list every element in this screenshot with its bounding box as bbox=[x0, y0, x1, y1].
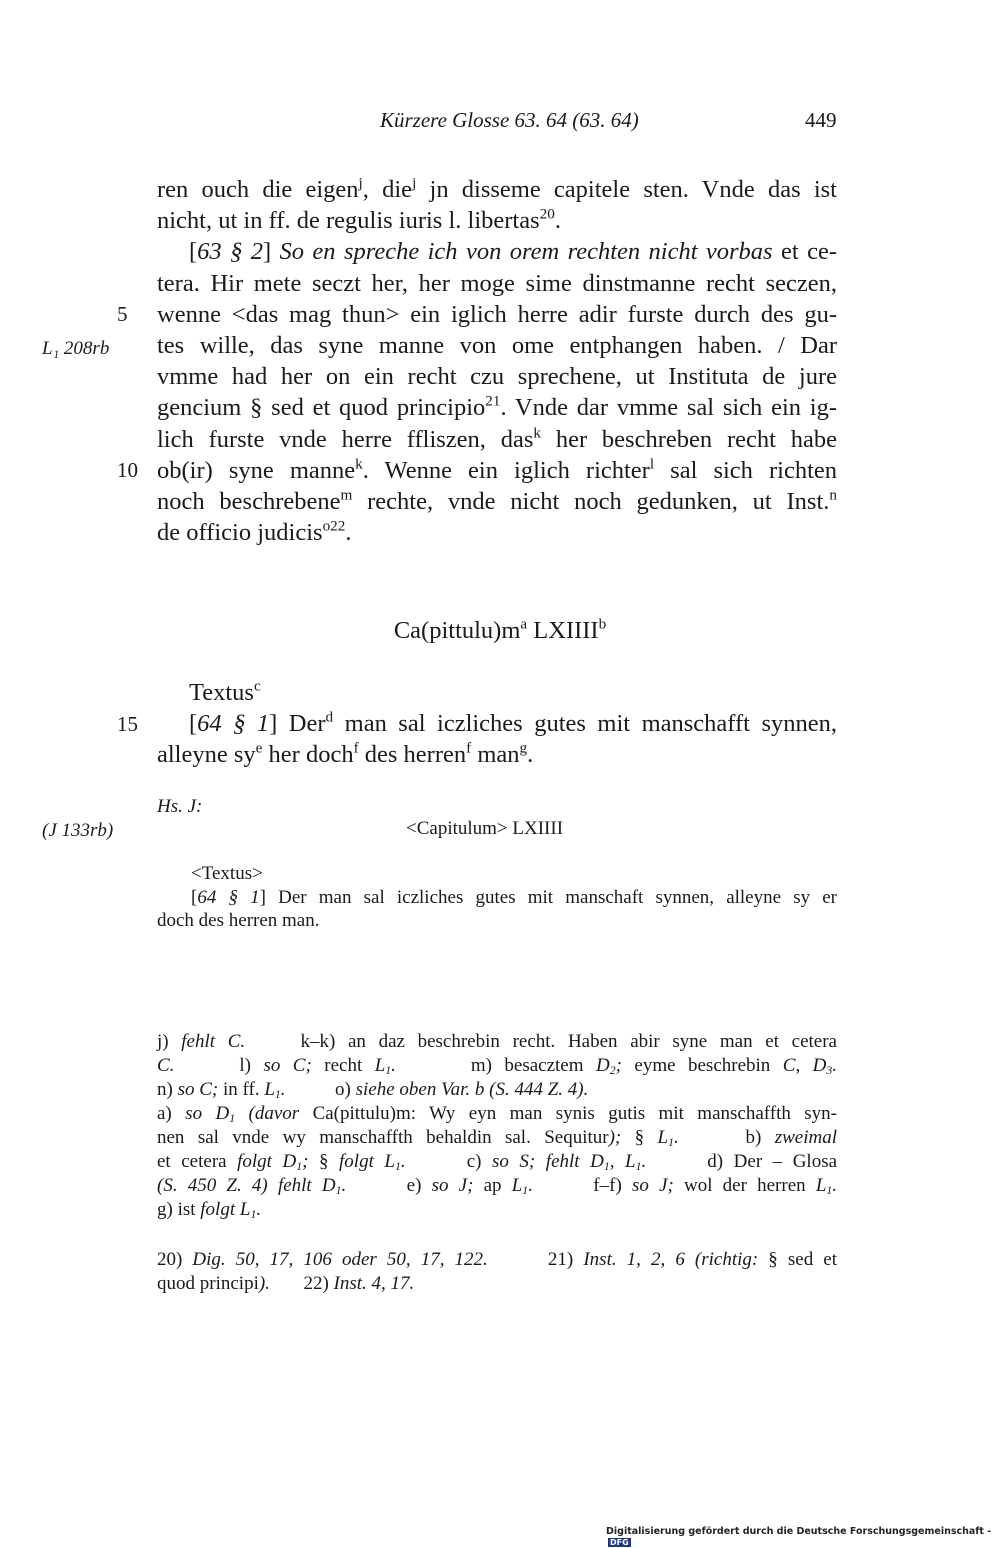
note-line: nen sal vnde wy manschaffth behaldin sal. Sequitur); § $L_1$. b) zweimal bbox=[157, 1127, 838, 1149]
line-number: 5 bbox=[117, 302, 128, 326]
text-line: [64 § 1] Der man sal iczliches gutes mit manschaft synnen, alleyne sy er bbox=[191, 886, 838, 908]
text-line: [63 § 2] So en spreche ich von orem rechten nicht vorbas et ce- bbox=[189, 238, 837, 266]
text-line: ob(ir) syne manne$^k$. Wenne ein iglich richter$^l$ sal sich richten bbox=[157, 455, 838, 484]
source-notes bbox=[157, 1248, 837, 1296]
note-line: n) so C; in ff. $L_1$. o) siehe oben Var. b (S. 444 Z. 4). bbox=[157, 1079, 589, 1101]
note-line: (S. 450 Z. 4) fehlt $D_1$. e) so J; ap $L_1$. f–f) so J; wol der herren $L_1$. bbox=[157, 1175, 838, 1197]
margin-note: (J 133rb) bbox=[42, 820, 114, 841]
text-line: gencium § sed et quod principio$^{21}$. Vnde dar vmme sal sich ein ig- bbox=[157, 392, 837, 422]
running-title: Kürzere Glosse 63. 64 (63. 64) bbox=[380, 108, 639, 132]
chapter-heading: $Ca(pittulu)m^a$ LXIIII$^b$ bbox=[393, 615, 607, 644]
textus-heading: Textus$^c$ bbox=[189, 677, 261, 706]
dfg-logo: DFG bbox=[610, 1538, 629, 1547]
text-line: wenne <das mag thun> ein iglich herre adir furste durch des gu- bbox=[157, 300, 837, 328]
funding-footer: Digitalisierung gefördert durch die Deutsche Forschungsgemeinschaft -DFG bbox=[606, 1526, 992, 1547]
text-line: nicht, ut in ff. de regulis iuris l. libertas$^{20}$. bbox=[157, 205, 561, 235]
line-number: 15 bbox=[117, 712, 138, 736]
text-line: doch des herren man. bbox=[157, 910, 320, 931]
note-line: et cetera folgt $D_1$; § folgt $L_1$. c) so S; fehlt $D_1$, $L_1$. d) Der – Glosa bbox=[157, 1151, 838, 1173]
text-line: [64 § 1] Der$^d$ man sal iczliches gutes mit manschafft synnen, bbox=[189, 708, 838, 738]
note-line: j) fehlt C. k–k) an daz beschrebin recht. Haben abir syne man et cetera bbox=[157, 1031, 837, 1052]
text-line: de officio judicis$^{o22}$. bbox=[157, 517, 352, 547]
note-line: C. l) so C; recht $L_1$. m) besacztem $D_2$; eyme beschrebin C, $D_3$. bbox=[157, 1055, 838, 1077]
manuscript-textus: <Textus> bbox=[191, 863, 263, 884]
manuscript-label: Hs. J: bbox=[157, 796, 203, 817]
page-number: 449 bbox=[805, 108, 837, 132]
text-line: noch beschrebene$^m$ rechte, vnde nicht noch gedunken, ut Inst.$^n$ bbox=[157, 486, 837, 515]
text-line: vmme had her on ein recht czu sprechene, ut Instituta de jure bbox=[157, 363, 837, 391]
text-line: tera. Hir mete seczt her, her moge sime dinstmanne recht seczen, bbox=[157, 269, 837, 297]
text-line: tes wille, das syne manne von ome entphangen haben. / Dar bbox=[157, 331, 837, 359]
textus-block bbox=[157, 677, 837, 771]
apparatus-notes bbox=[157, 1030, 837, 1222]
note-line: a) so $D_1$ (davor Ca(pittulu)m: Wy eyn man synis gutis mit manschaffth syn- bbox=[157, 1103, 837, 1125]
text-line: alleyne $sy^e$ her doch$^f$ des herren$^f$ man$^g$. bbox=[157, 739, 534, 769]
note-line: g) ist folgt $L_1$. bbox=[157, 1199, 262, 1221]
manuscript-text bbox=[157, 862, 837, 933]
note-line: 20) Dig. 50, 17, 106 oder 50, 17, 122. 21) Inst. 1, 2, 6 (richtig: § sed et bbox=[157, 1249, 838, 1270]
text-line: lich furste vnde herre ffliszen, das$^k$ her beschreben recht habe bbox=[157, 424, 837, 453]
note-line: quod principi). 22) Inst. 4, 17. bbox=[157, 1273, 415, 1294]
manuscript-heading: <Capitulum> LXIIII bbox=[406, 818, 564, 839]
margin-note: L₁ 208rb bbox=[42, 338, 110, 359]
main-text bbox=[157, 174, 837, 548]
text-line: ren ouch die eigen$^j$, die$^j$ jn disseme capitele sten. Vnde das ist bbox=[157, 174, 837, 203]
line-number: 10 bbox=[117, 458, 138, 482]
